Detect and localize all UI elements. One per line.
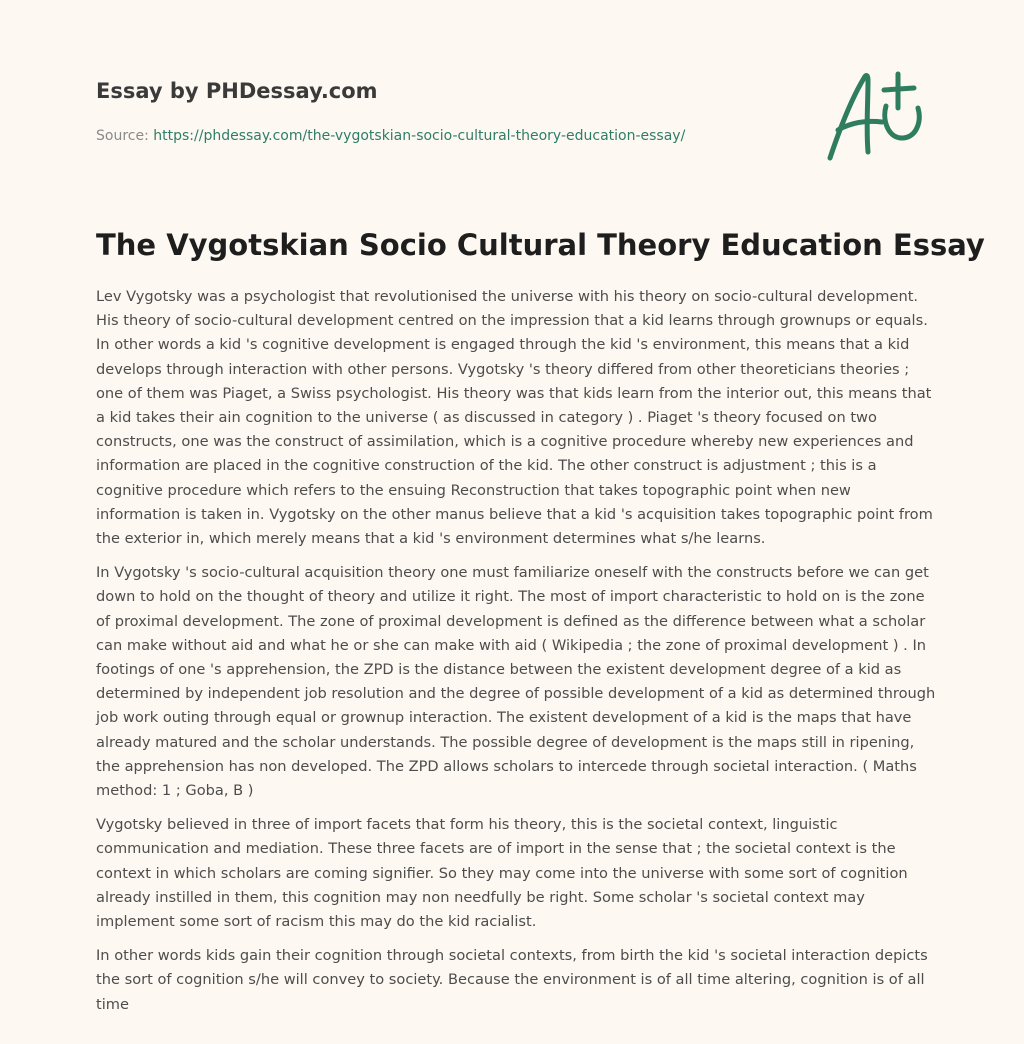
article-title: The Vygotskian Socio Cultural Theory Education Essay bbox=[96, 228, 985, 262]
source-line bbox=[96, 126, 796, 146]
source-link[interactable]: https://phdessay.com/the-vygotskian-socio-cultural-theory-education-essay/ bbox=[153, 128, 686, 144]
site-brand: Essay by PHDessay.com bbox=[96, 79, 378, 103]
article-paragraph: Vygotsky believed in three of import facets that form his theory, this is the societal context, linguistic communication and mediation. These three facets are of import in the sense that ; the societal context is the context in which scholars are coming signifier. So they may come into the universe with some sort of cognition already instilled in them, this cognition may non needfully be right. Some scholar 's societal context may implement some sort of racism this may do the kid racialist. bbox=[96, 816, 908, 931]
article-body bbox=[96, 285, 936, 1027]
article-paragraph: In Vygotsky 's socio-cultural acquisition theory one must familiarize oneself with the constructs before we can get down to hold on the thought of theory and utilize it right. The most of import characteristic to hold on is the zone of proximal development. The zone of proximal development is defined as the difference between what a scholar can make without aid and what he or she can make with aid ( Wikipedia ; the zone of proximal development ) . In footings of one 's apprehension, the ZPD is the distance between the existent development degree of a kid as determined by independent job resolution and the degree of possible development of a kid as determined through job work outing through equal or grownup interaction. The existent development of a kid is the maps that have already matured and the scholar understands. The possible degree of development is the maps still in ripening, the apprehension has non developed. The ZPD allows scholars to intercede through societal interaction. ( Maths method: 1 ; Goba, B ) bbox=[96, 564, 936, 800]
page-header bbox=[96, 78, 796, 146]
source-label: Source: bbox=[96, 128, 154, 144]
article-paragraph: In other words kids gain their cognition through societal contexts, from birth the kid 's societal interaction depicts the sort of cognition s/he will convey to society. Because the environment is of all time altering, cognition is of all time bbox=[96, 947, 928, 1013]
article-paragraph: Lev Vygotsky was a psychologist that revolutionised the universe with his theory on socio-cultural development. His theory of socio-cultural development centred on the impression that a kid learns through grownups or equals. In other words a kid 's cognitive development is engaged through the kid 's environment, this means that a kid develops through interaction with other persons. Vygotsky 's theory differed from other theoreticians theories ; one of them was Piaget, a Swiss psychologist. His theory was that kids learn from the interior out, this means that a kid takes their ain cognition to the universe ( as discussed in category ) . Piaget 's theory focused on two constructs, one was the construct of assimilation, which is a cognitive procedure whereby new experiences and information are placed in the cognitive construction of the kid. The other construct is adjustment ; this is a cognitive procedure which refers to the ensuing Reconstruction that takes topographic point when new information is taken in. Vygotsky on the other manus believe that a kid 's acquisition takes topographic point from the exterior in, which merely means that a kid 's environment determines what s/he learns. bbox=[96, 288, 933, 548]
a-plus-logo-icon bbox=[822, 68, 928, 164]
